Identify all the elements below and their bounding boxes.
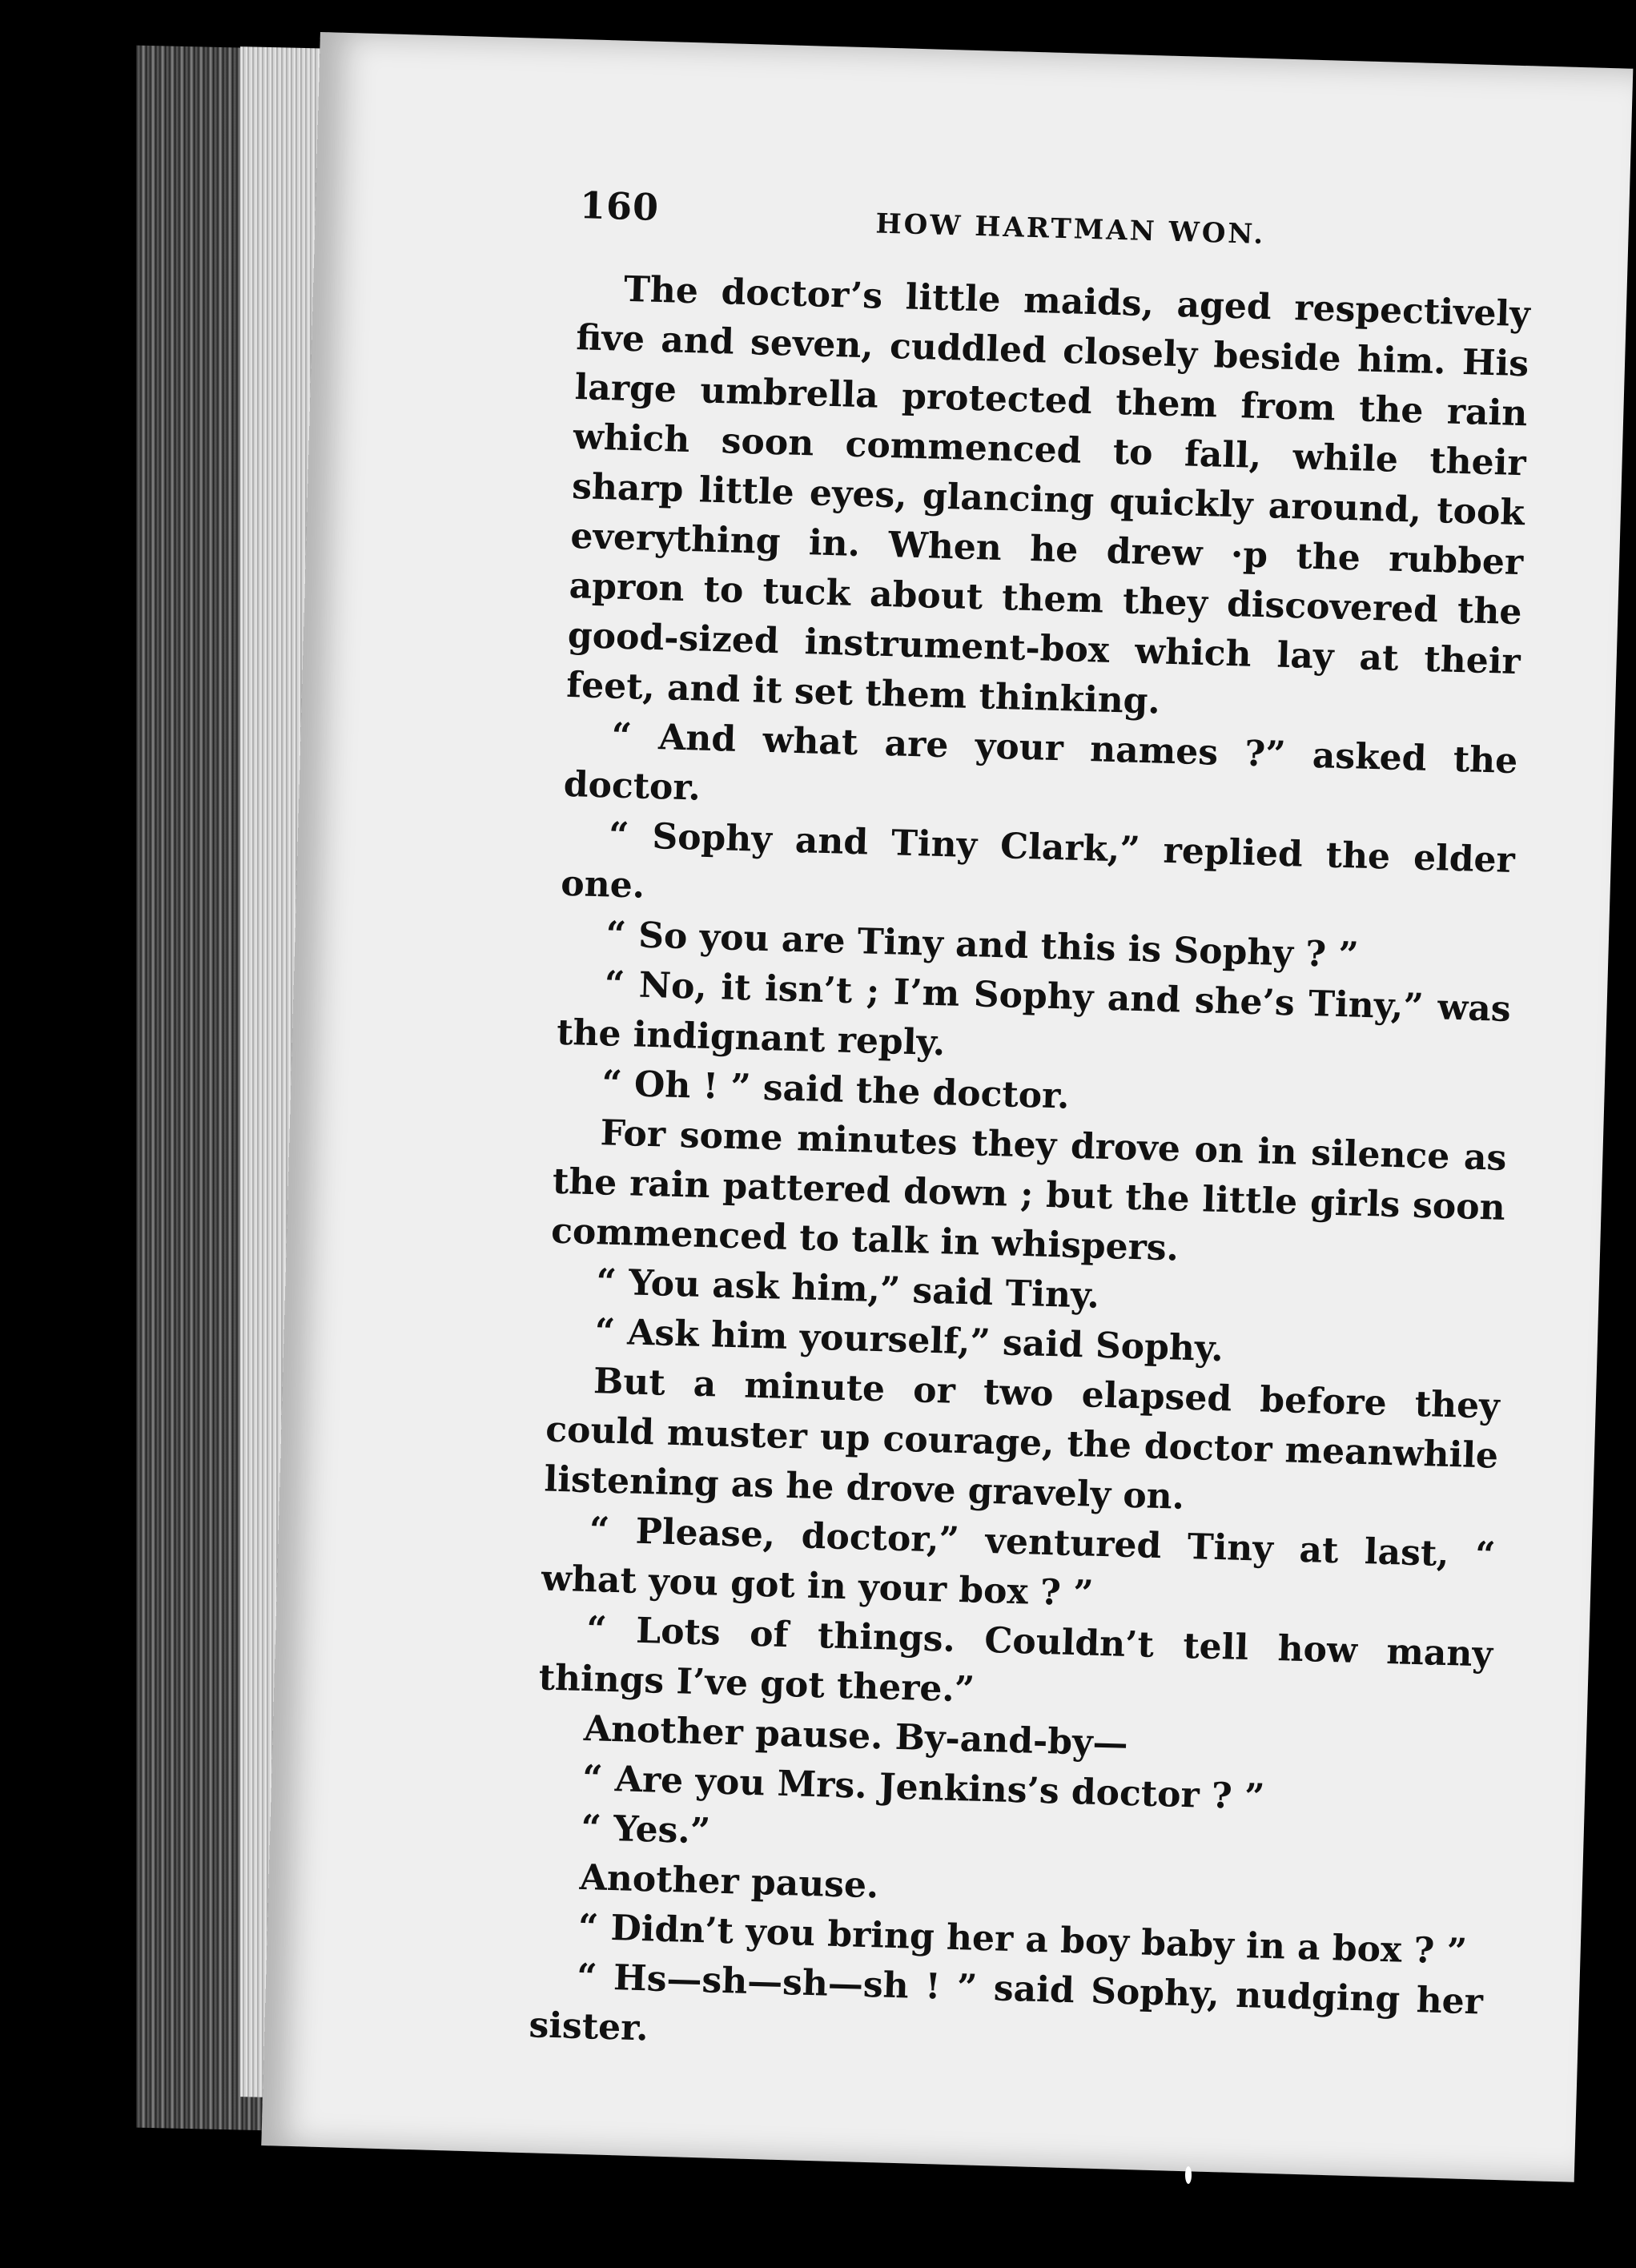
paragraph: “ And what are your names ?” asked the doctor. [563,715,1518,809]
book-page [261,32,1633,2182]
paragraph: “ Oh ! ” said the doctor. [601,1063,1071,1117]
body-text [529,263,1531,2077]
paragraph: “ Please, doctor,” ventured Tiny at last, “ what you got in your box ? ” [541,1510,1497,1615]
paragraph: “ Ask him yourself,” said Sophy. [594,1311,1224,1370]
paragraph: “ Lots of things. Couldn’t tell how many things I’ve got there.” [538,1609,1493,1711]
paragraph: But a minute or two elapsed before they could muster up courage, the doctor meanwhile listening as he drove gravely on. [543,1361,1501,1518]
paragraph: Another pause. [579,1856,879,1907]
paragraph: “ Are you Mrs. Jenkins’s doctor ? ” [581,1757,1266,1818]
paragraph: “ Hs—sh—sh—sh ! ” said Sophy, nudging her sister. [528,1956,1484,2049]
paragraph: The doctor’s little maids, aged respectively five and seven, cuddled closely beside him. His large umbrella protected them from the rain which soon commenced to fall, while their sharp little eyes, glancing quickly around, took everything in. When he drew ·p the rubber apron to tuck about them they discovered the good-sized instrument-box which lay at their feet, and it set them thinking. [565,268,1531,722]
paragraph: “ Sophy and Tiny Clark,” replied the elder one. [560,814,1516,907]
paragraph: “ Didn’t you bring her a boy baby in a box ? ” [577,1906,1468,1972]
paragraph: “ No, it isn’t ; I’m Sophy and she’s Tiny,” was the indignant reply. [556,963,1512,1064]
paragraph: “ So you are Tiny and this is Sophy ? ” [605,914,1360,976]
running-head: HOW HARTMAN WON. [875,207,1266,251]
paragraph: Another pause. By-and-by— [583,1708,1129,1764]
paragraph: “ You ask him,” said Tiny. [595,1261,1100,1317]
scan-speck [1185,2166,1192,2184]
paragraph: For some minutes they drove on in silence as the rain pattered down ; but the little girls soon commenced to talk in whispers. [550,1112,1508,1269]
paragraph: “ Yes.” [580,1807,711,1852]
page-number: 160 [579,183,660,229]
page-content [529,183,1533,2077]
